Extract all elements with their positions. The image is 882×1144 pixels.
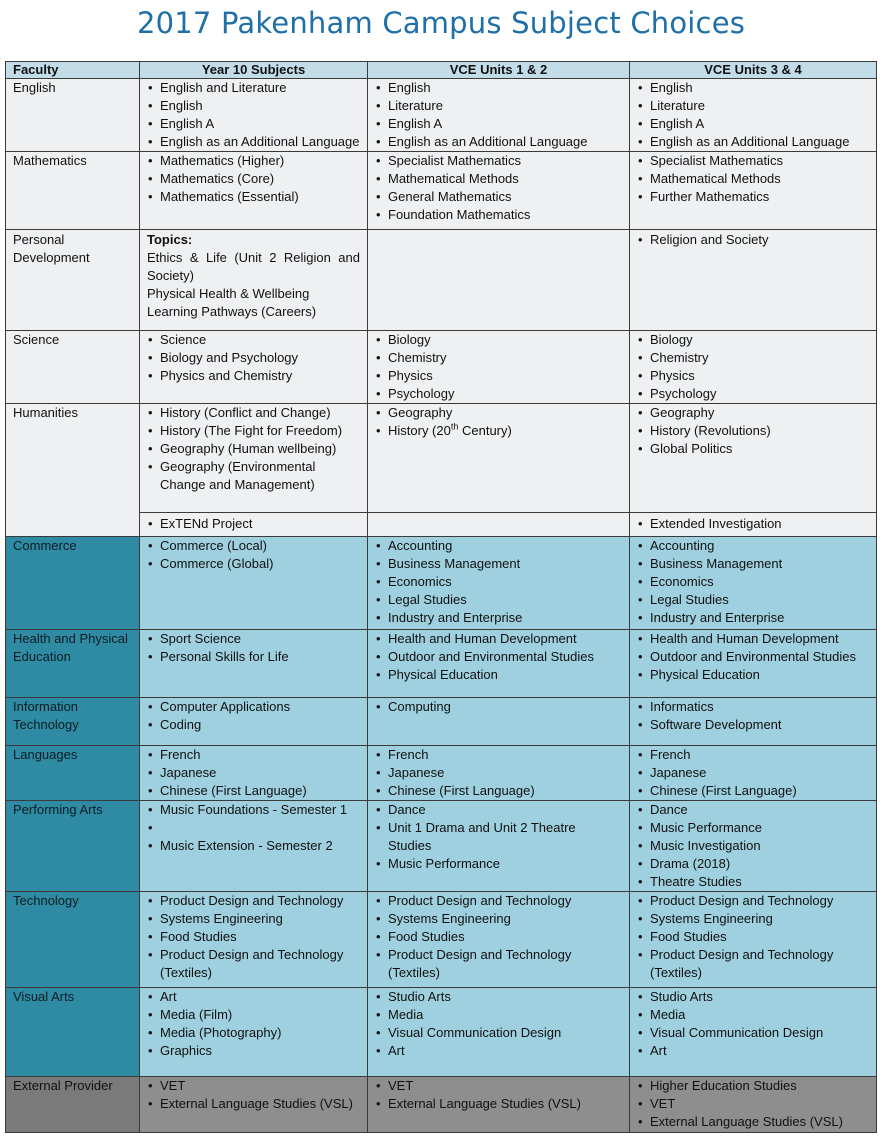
list-item: • Visual Communication Design — [375, 1024, 622, 1042]
list-item: • External Language Studies (VSL) — [637, 1113, 869, 1131]
table-row-languages — [6, 746, 877, 801]
units34-cell — [630, 331, 877, 404]
list-item: • Biology — [637, 331, 869, 349]
list-item: • Further Mathematics — [637, 188, 869, 206]
list-item: • Business Management — [637, 555, 869, 573]
list-item: • Product Design and Technology (Textiles) — [637, 946, 869, 982]
units34-cell — [630, 988, 877, 1077]
year10-cell — [140, 630, 368, 698]
topics-label: Topics: — [147, 232, 193, 247]
list-item: • Computer Applications — [147, 698, 360, 716]
list-item: • Theatre Studies — [637, 873, 869, 891]
list-item: • Biology and Psychology — [147, 349, 360, 367]
table-row-visual-arts — [6, 988, 877, 1077]
list-item-text: History (20 — [388, 423, 451, 438]
list-item: • Art — [637, 1042, 869, 1060]
units12-cell — [368, 513, 630, 537]
list-item: • Psychology — [375, 385, 622, 403]
year10-cell — [140, 698, 368, 746]
units12-cell — [368, 698, 630, 746]
year10-cell — [140, 892, 368, 988]
table-row-humanities — [6, 404, 877, 513]
list-item: • French — [375, 746, 622, 764]
year10-cell — [140, 404, 368, 513]
list-item: • Music Investigation — [637, 837, 869, 855]
year10-cell — [140, 537, 368, 630]
units12-cell — [368, 230, 630, 331]
list-item: • Product Design and Technology (Textiles) — [147, 946, 360, 982]
list-item: • Art — [375, 1042, 622, 1060]
list-item: • Specialist Mathematics — [375, 152, 622, 170]
list-item: • Media (Film) — [147, 1006, 360, 1024]
list-item: • Dance — [637, 801, 869, 819]
list-item: • Health and Human Development — [375, 630, 622, 648]
topic-item: Learning Pathways (Careers) — [147, 304, 317, 319]
list-item: • English — [375, 79, 622, 97]
list-item: • Literature — [637, 97, 869, 115]
year10-cell — [140, 79, 368, 152]
topic-item: Physical Health & Wellbeing — [147, 286, 310, 301]
list-item: • Outdoor and Environmental Studies — [637, 648, 869, 666]
list-item: • Japanese — [637, 764, 869, 782]
header-vce-units-3-4: VCE Units 3 & 4 — [630, 62, 877, 79]
list-item: • English A — [375, 115, 622, 133]
list-item: • History (Conflict and Change) — [147, 404, 360, 422]
faculty-cell: Visual Arts — [6, 988, 140, 1077]
list-item: • Industry and Enterprise — [637, 609, 869, 627]
list-item: • Geography (Environmental Change and Management) — [147, 458, 360, 494]
list-item: • Food Studies — [637, 928, 869, 946]
units12-cell — [368, 630, 630, 698]
units12-cell — [368, 404, 630, 513]
units12-cell — [368, 746, 630, 801]
list-item: • Physical Education — [375, 666, 622, 684]
list-item: • Coding — [147, 716, 360, 734]
units34-cell — [630, 152, 877, 230]
table-row-health-pe — [6, 630, 877, 698]
units34-cell — [630, 630, 877, 698]
year10-cell — [140, 513, 368, 537]
list-item — [375, 422, 622, 440]
units34-cell — [630, 1077, 877, 1133]
list-item: • Chinese (First Language) — [637, 782, 869, 800]
list-item: • Mathematics (Core) — [147, 170, 360, 188]
list-item: • Art — [147, 988, 360, 1006]
list-item: • Economics — [637, 573, 869, 591]
list-item: • Media (Photography) — [147, 1024, 360, 1042]
header-faculty: Faculty — [6, 62, 140, 79]
units34-cell — [630, 79, 877, 152]
year10-cell — [140, 801, 368, 892]
list-item: • English — [637, 79, 869, 97]
list-item: • Extended Investigation — [637, 515, 869, 533]
units34-cell — [630, 513, 877, 537]
list-item: • Chinese (First Language) — [147, 782, 360, 800]
faculty-cell: Science — [6, 331, 140, 404]
list-item: • Mathematics (Higher) — [147, 152, 360, 170]
list-item: • English A — [637, 115, 869, 133]
list-item: • Product Design and Technology (Textiles) — [375, 946, 622, 982]
list-item: • Systems Engineering — [375, 910, 622, 928]
list-item: • Unit 1 Drama and Unit 2 Theatre Studies — [375, 819, 622, 855]
list-item: • ExTENd Project — [147, 515, 360, 533]
list-item: • Foundation Mathematics — [375, 206, 622, 224]
table-header-row — [6, 62, 877, 79]
units12-cell — [368, 1077, 630, 1133]
list-item: • Physics — [637, 367, 869, 385]
list-item: • Food Studies — [375, 928, 622, 946]
header-year10: Year 10 Subjects — [140, 62, 368, 79]
units34-cell — [630, 801, 877, 892]
units12-cell — [368, 537, 630, 630]
list-item: • Informatics — [637, 698, 869, 716]
faculty-cell: Health and Physical Education — [6, 630, 140, 698]
list-item: • Media — [375, 1006, 622, 1024]
units12-cell — [368, 892, 630, 988]
list-item: • Higher Education Studies — [637, 1077, 869, 1095]
list-item: • Media — [637, 1006, 869, 1024]
list-item: • Legal Studies — [375, 591, 622, 609]
list-item: • Economics — [375, 573, 622, 591]
list-item: • External Language Studies (VSL) — [375, 1095, 622, 1113]
list-item: • Religion and Society — [637, 231, 869, 249]
list-item: • Commerce (Local) — [147, 537, 360, 555]
list-item: • Computing — [375, 698, 622, 716]
list-item: • English A — [147, 115, 360, 133]
list-item: • Specialist Mathematics — [637, 152, 869, 170]
list-item: • Studio Arts — [637, 988, 869, 1006]
table-row-personal-development — [6, 230, 877, 331]
list-item: • Geography — [375, 404, 622, 422]
list-item: • Chemistry — [637, 349, 869, 367]
faculty-cell: Mathematics — [6, 152, 140, 230]
list-item: • Product Design and Technology — [375, 892, 622, 910]
list-item: • English and Literature — [147, 79, 360, 97]
list-item: • Japanese — [147, 764, 360, 782]
list-item: • Music Performance — [375, 855, 622, 873]
table-row-mathematics — [6, 152, 877, 230]
list-item: • Commerce (Global) — [147, 555, 360, 573]
list-item: • Physical Education — [637, 666, 869, 684]
list-item: • History (The Fight for Freedom) — [147, 422, 360, 440]
list-item: • Visual Communication Design — [637, 1024, 869, 1042]
list-item: • Biology — [375, 331, 622, 349]
list-item: • Personal Skills for Life — [147, 648, 360, 666]
list-item: • French — [637, 746, 869, 764]
list-item: • VET — [375, 1077, 622, 1095]
list-item: • Outdoor and Environmental Studies — [375, 648, 622, 666]
year10-cell — [140, 230, 368, 331]
units34-cell — [630, 892, 877, 988]
list-item: • Mathematical Methods — [375, 170, 622, 188]
list-item: • Business Management — [375, 555, 622, 573]
list-item: • Physics and Chemistry — [147, 367, 360, 385]
list-item: • Japanese — [375, 764, 622, 782]
list-item: • Mathematics (Essential) — [147, 188, 360, 206]
list-item: • Dance — [375, 801, 622, 819]
list-item: • Music Performance — [637, 819, 869, 837]
spacer — [147, 819, 360, 837]
topic-item: Ethics & Life (Unit 2 Religion and Society) — [147, 250, 360, 283]
list-item: • Literature — [375, 97, 622, 115]
list-item: • Chemistry — [375, 349, 622, 367]
list-item: • VET — [147, 1077, 360, 1095]
year10-cell — [140, 988, 368, 1077]
list-item: • Graphics — [147, 1042, 360, 1060]
list-item: • Psychology — [637, 385, 869, 403]
subject-choices-table — [5, 61, 877, 1133]
year10-cell — [140, 152, 368, 230]
list-item: • English — [147, 97, 360, 115]
faculty-cell: External Provider — [6, 1077, 140, 1133]
units12-cell — [368, 988, 630, 1077]
table-row-english — [6, 79, 877, 152]
ordinal-suffix: th — [450, 421, 459, 432]
faculty-cell: Commerce — [6, 537, 140, 630]
list-item: • Geography (Human wellbeing) — [147, 440, 360, 458]
list-item: • History (Revolutions) — [637, 422, 869, 440]
units34-cell — [630, 230, 877, 331]
list-item: • Science — [147, 331, 360, 349]
page-title: 2017 Pakenham Campus Subject Choices — [136, 6, 746, 40]
list-item: • Accounting — [375, 537, 622, 555]
year10-cell — [140, 746, 368, 801]
list-item: • Studio Arts — [375, 988, 622, 1006]
list-item: • External Language Studies (VSL) — [147, 1095, 360, 1113]
faculty-cell: English — [6, 79, 140, 152]
list-item: • Chinese (First Language) — [375, 782, 622, 800]
list-item: • Music Foundations - Semester 1 — [147, 801, 360, 819]
list-item: • Drama (2018) — [637, 855, 869, 873]
list-item: • Accounting — [637, 537, 869, 555]
list-item: • Geography — [637, 404, 869, 422]
header-vce-units-1-2: VCE Units 1 & 2 — [368, 62, 630, 79]
list-item: • General Mathematics — [375, 188, 622, 206]
faculty-cell: Performing Arts — [6, 801, 140, 892]
units34-cell — [630, 537, 877, 630]
list-item: • English as an Additional Language — [375, 133, 622, 151]
list-item: • English as an Additional Language — [637, 133, 869, 151]
list-item: • VET — [637, 1095, 869, 1113]
list-item: • Sport Science — [147, 630, 360, 648]
faculty-cell: Humanities — [6, 404, 140, 537]
list-item: • Systems Engineering — [637, 910, 869, 928]
list-item: • Software Development — [637, 716, 869, 734]
faculty-cell: Information Technology — [6, 698, 140, 746]
list-item: • Product Design and Technology — [637, 892, 869, 910]
list-item: • English as an Additional Language — [147, 133, 360, 151]
table-row-external-provider — [6, 1077, 877, 1133]
list-item: • Industry and Enterprise — [375, 609, 622, 627]
units34-cell — [630, 698, 877, 746]
table-row-technology — [6, 892, 877, 988]
list-item: • Legal Studies — [637, 591, 869, 609]
faculty-cell: Technology — [6, 892, 140, 988]
list-item: • Music Extension - Semester 2 — [147, 837, 360, 855]
units12-cell — [368, 801, 630, 892]
units12-cell — [368, 331, 630, 404]
list-item: • Global Politics — [637, 440, 869, 458]
list-item: • French — [147, 746, 360, 764]
table-row-performing-arts — [6, 801, 877, 892]
list-item-text: Century) — [458, 423, 512, 438]
units12-cell — [368, 152, 630, 230]
year10-cell — [140, 331, 368, 404]
list-item: • Systems Engineering — [147, 910, 360, 928]
table-row-information-technology — [6, 698, 877, 746]
faculty-cell: Languages — [6, 746, 140, 801]
list-item: • Food Studies — [147, 928, 360, 946]
list-item: • Mathematical Methods — [637, 170, 869, 188]
units12-cell — [368, 79, 630, 152]
year10-cell — [140, 1077, 368, 1133]
units34-cell — [630, 404, 877, 513]
list-item: • Physics — [375, 367, 622, 385]
list-item: • Product Design and Technology — [147, 892, 360, 910]
units34-cell — [630, 746, 877, 801]
list-item: • Health and Human Development — [637, 630, 869, 648]
table-row-commerce — [6, 537, 877, 630]
faculty-cell: Personal Development — [6, 230, 140, 331]
table-row-science — [6, 331, 877, 404]
